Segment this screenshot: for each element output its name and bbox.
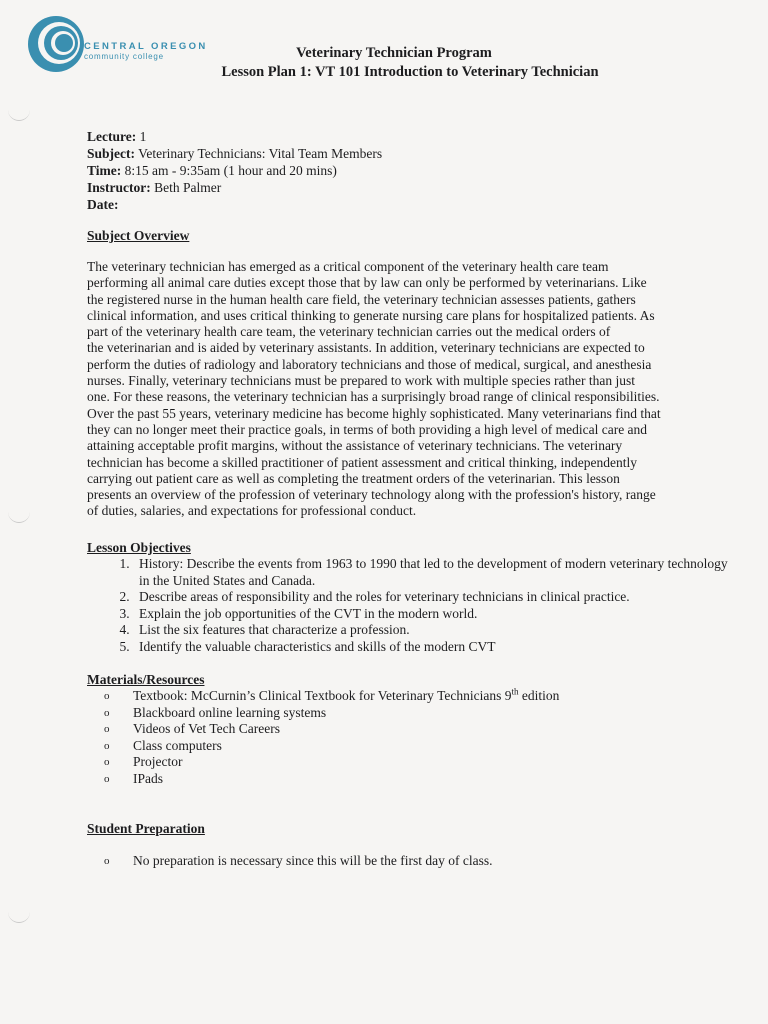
program-title: Veterinary Technician Program <box>296 45 492 61</box>
overview-line: of duties, salaries, and expectations for professional conduct. <box>87 503 417 519</box>
overview-line: performing all animal care duties except those that by law can only be performed by veterinarians. Like <box>87 275 647 291</box>
material-item: o IPads <box>104 770 163 786</box>
objective-item: 2. Describe areas of responsibility and the roles for veterinary technicians in clinical practice. <box>133 589 733 606</box>
lesson-meta <box>87 128 382 213</box>
overview-line: Over the past 55 years, veterinary medicine has become highly sophisticated. Many veterinarians find that <box>87 405 661 421</box>
circle-bullet-icon: o <box>104 706 110 719</box>
overview-line: carrying out patient care as well as completing the treatment orders of the veterinarian. This lesson <box>87 470 620 486</box>
overview-line: part of the veterinary health care team, the veterinary technician carries out the medical orders of <box>87 324 611 340</box>
overview-line: presents an overview of the profession of veterinary technology along with the profession's history, range <box>87 487 656 503</box>
overview-paragraph <box>87 259 683 520</box>
logo-subtitle: community college <box>84 52 164 61</box>
overview-line: nurses. Finally, veterinary technicians must be prepared to work with multiple species rather than just <box>87 373 635 389</box>
material-item: o Class computers <box>104 737 222 753</box>
preparation-heading: Student Preparation <box>87 821 205 836</box>
objectives-heading: Lesson Objectives <box>87 540 191 555</box>
objective-item: 5. Identify the valuable characteristics and skills of the modern CVT <box>133 639 733 656</box>
preparation-list <box>87 853 493 870</box>
overview-line: technician has become a skilled practitioner of patient assessment and critical thinking, independently <box>87 454 637 470</box>
circle-bullet-icon: o <box>104 690 110 702</box>
overview-line: the veterinarian and is aided by veterinary assistants. In addition, veterinary technicians are expected to <box>87 340 645 356</box>
overview-line: The veterinary technician has emerged as a critical component of the veterinary health care team <box>87 259 609 274</box>
overview-line: they can no longer meet their practice goals, in terms of both providing a high level of medical care and <box>87 421 648 437</box>
meta-date: Date: <box>87 197 119 212</box>
objective-item: 3. Explain the job opportunities of the CVT in the modern world. <box>133 606 733 623</box>
meta-lecture: Lecture: 1 <box>87 129 147 144</box>
preparation-item: o No preparation is necessary since this will be the first day of class. <box>104 853 493 868</box>
circle-bullet-icon: o <box>104 739 110 752</box>
lesson-plan-title: Lesson Plan 1: VT 101 Introduction to Veterinary Technician <box>221 64 599 80</box>
objective-item: 4. List the six features that characterize a profession. <box>133 622 733 639</box>
punch-hole-mark <box>8 512 30 523</box>
overview-line: one. For these reasons, the veterinary technician has a surprisingly broad range of clinical responsibilities. <box>87 389 660 405</box>
material-item-textbook: o Textbook: McCurnin’s Clinical Textbook for Veterinary Technicians 9th edition <box>104 686 560 703</box>
circle-bullet-icon: o <box>104 772 110 785</box>
meta-time: Time: 8:15 am - 9:35am (1 hour and 20 mins) <box>87 163 337 178</box>
logo-name: CENTRAL OREGON <box>84 41 208 52</box>
material-item: o Projector <box>104 754 183 770</box>
overview-line: the registered nurse in the human health care field, the veterinary technician assesses patients, gathers <box>87 291 636 307</box>
materials-list <box>87 688 559 788</box>
punch-hole-mark <box>8 912 30 923</box>
objective-item: 1. History: Describe the events from 1963 to 1990 that led to the development of modern veterinary technology in the United States and Canada. <box>133 556 733 589</box>
overview-heading: Subject Overview <box>87 228 190 243</box>
circle-bullet-icon: o <box>104 723 110 736</box>
circle-bullet-icon: o <box>104 855 110 867</box>
meta-subject: Subject: Veterinary Technicians: Vital Team Members <box>87 146 383 161</box>
overview-line: attaining acceptable profit margins, without the assistance of veterinary technicians. The veterinary <box>87 438 623 454</box>
punch-hole-mark <box>8 110 30 121</box>
circle-bullet-icon: o <box>104 756 110 769</box>
overview-line: clinical information, and uses critical thinking to generate nursing care plans for hospitalized patients. As <box>87 307 655 323</box>
materials-heading: Materials/Resources <box>87 672 205 687</box>
material-item: o Videos of Vet Tech Careers <box>104 721 280 737</box>
material-item: o Blackboard online learning systems <box>104 704 327 720</box>
overview-line: perform the duties of radiology and laboratory technicians and those of medical, surgical, and anesthesia <box>87 356 652 372</box>
objectives-list <box>87 556 733 656</box>
meta-instructor: Instructor: Beth Palmer <box>87 180 222 195</box>
